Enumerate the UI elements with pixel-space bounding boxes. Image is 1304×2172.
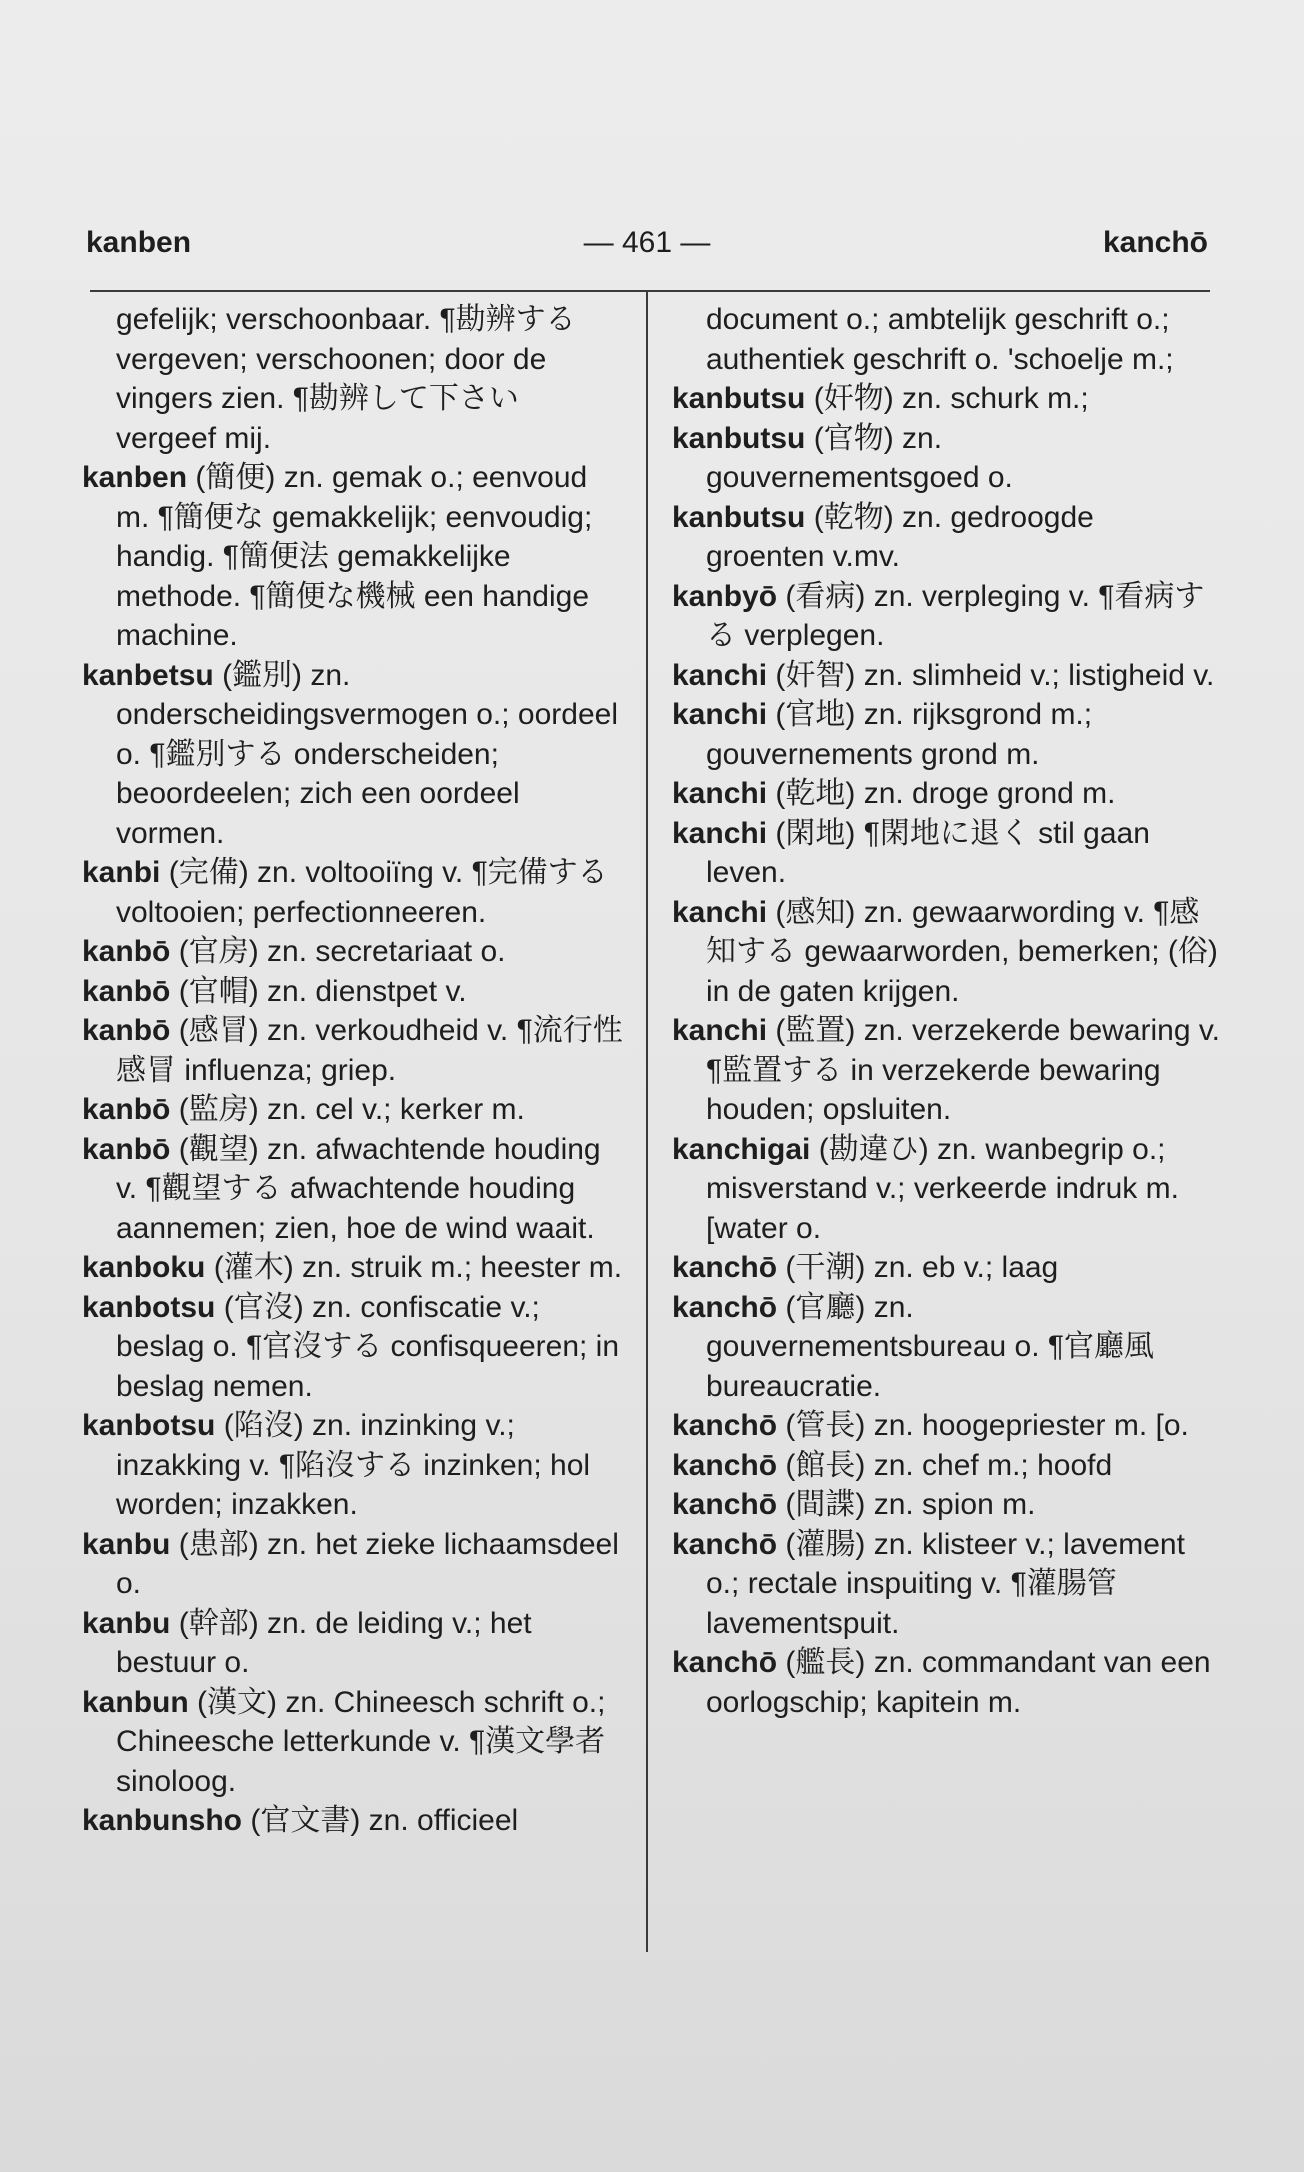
entry-headword: kanbutsu (672, 500, 806, 534)
entry-definition: (官房) zn. secretariaat o. (178, 935, 506, 968)
header-right-guide-word: kanchō (1102, 226, 1208, 259)
entry-definition: (奸物) zn. schurk m.; (813, 382, 1089, 415)
entry-headword: kanchi (672, 895, 768, 929)
entry-definition: (監置) zn. verzekerde bewaring v. ¶監置する in verzekerde bewaring houden; opsluiten. (706, 1014, 1220, 1126)
entry-headword: kanchō (672, 1290, 778, 1324)
entry-definition: (鑑別) zn. onderscheidingsvermogen o.; oordeel o. ¶鑑別する onderscheiden; beoordeelen; zich een oordeel vormen. (116, 658, 618, 850)
entry-definition: (感知) zn. gewaarwording v. ¶感知する gewaarworden, bemerken; (俗) in de gaten krijgen. (706, 895, 1218, 1008)
dictionary-entry (82, 1248, 627, 1288)
entry-headword: kanbō (82, 974, 171, 1008)
dictionary-entry (672, 814, 1220, 893)
entry-definition: gefelijk; verschoonbaar. ¶勘辨する vergeven; verschoonen; door de vingers zien. ¶勘辨して下さい vergeef mij. (116, 303, 576, 455)
dictionary-entry (82, 1130, 627, 1249)
entry-definition: (官地) zn. rijksgrond m.; gouvernements grond m. (706, 698, 1093, 771)
entry-definition: (感冒) zn. verkoudheid v. ¶流行性感冒 influenza; griep. (116, 1014, 623, 1087)
entry-headword: kanbō (82, 1014, 171, 1047)
entry-headword: kanchi (672, 777, 768, 810)
entry-definition: (看病) zn. verpleging v. ¶看病する verplegen. (706, 579, 1205, 652)
dictionary-entry (672, 1130, 1220, 1249)
entry-definition: (監房) zn. cel v.; kerker m. (178, 1093, 525, 1126)
dictionary-entry (82, 458, 627, 656)
dictionary-entry (672, 1446, 1220, 1486)
entry-headword: kanchi (672, 816, 768, 850)
dictionary-entry (672, 1248, 1220, 1288)
entry-definition: (乾地) zn. droge grond m. (775, 777, 1116, 810)
dictionary-entry (82, 1406, 627, 1525)
entry-definition: (乾物) zn. gedroogde groenten v.mv. (706, 500, 1094, 573)
entry-definition: (幹部) zn. de leiding v.; het bestuur o. (116, 1606, 532, 1679)
entry-definition: (艦長) zn. commandant van een oorlogschip; kapitein m. (706, 1646, 1211, 1719)
entry-headword: kanbun (82, 1685, 189, 1719)
entry-definition: (勘違ひ) zn. wanbegrip o.; misverstand v.; verkeerde indruk m. [water o. (706, 1132, 1179, 1245)
entry-definition: (官沒) zn. confiscatie v.; beslag o. ¶官沒する confisqueeren; in beslag nemen. (116, 1290, 620, 1403)
entry-definition: (間諜) zn. spion m. (785, 1488, 1036, 1521)
page-header (86, 226, 1208, 266)
dictionary-entry (672, 1288, 1220, 1407)
entry-headword: kanchi (672, 698, 768, 731)
column-divider (646, 292, 648, 1952)
entry-headword: kanchi (672, 1014, 768, 1047)
dictionary-entry (82, 1801, 627, 1841)
entry-headword: kanchō (672, 1251, 778, 1284)
dictionary-entry (82, 1683, 627, 1802)
entry-definition: (干潮) zn. eb v.; laag (785, 1251, 1059, 1284)
entry-headword: kanbu (82, 1606, 171, 1640)
entry-headword: kanchigai (672, 1132, 811, 1166)
dictionary-entry (82, 656, 627, 854)
entry-headword: kanbetsu (82, 658, 214, 692)
entry-definition: (灌木) zn. struik m.; heester m. (213, 1251, 623, 1284)
dictionary-entry (672, 656, 1220, 696)
entry-headword: kanbotsu (82, 1409, 216, 1442)
dictionary-entry (672, 1406, 1220, 1446)
entry-headword: kanbō (82, 1132, 171, 1166)
right-column (672, 300, 1220, 1722)
entry-headword: kanbutsu (672, 421, 806, 455)
entry-headword: kanbutsu (672, 382, 806, 415)
dictionary-entry (82, 972, 627, 1012)
entry-definition: (官帽) zn. dienstpet v. (178, 974, 467, 1008)
dictionary-entry (672, 498, 1220, 577)
dictionary-entry (82, 853, 627, 932)
page-number: — 461 — (583, 226, 711, 259)
entry-headword: kanbyō (672, 579, 778, 613)
entry-definition: (陷沒) zn. inzinking v.; inzakking v. ¶陷沒する inzinken; hol worden; inzakken. (116, 1409, 591, 1521)
dictionary-entry (82, 1525, 627, 1604)
entry-headword: kanben (82, 461, 188, 494)
entry-headword: kanbi (82, 856, 161, 889)
entry-definition: (灌腸) zn. klisteer v.; lavement o.; rectale inspuiting v. ¶灌腸管 lavementspuit. (706, 1527, 1185, 1640)
entry-definition: (完備) zn. voltooiïng v. ¶完備する voltooien; perfectionneeren. (116, 856, 608, 929)
entry-headword: kanbō (82, 935, 171, 968)
entry-headword: kanbō (82, 1093, 171, 1126)
entry-definition: (簡便) zn. gemak o.; eenvoud m. ¶簡便な gemakkelijk; eenvoudig; handig. ¶簡便法 gemakkelijke methode. ¶簡便な機械 een handige machine. (116, 461, 593, 652)
dictionary-entry (672, 577, 1220, 656)
entry-headword: kanchō (672, 1488, 778, 1521)
entry-headword: kanchō (672, 1448, 778, 1482)
dictionary-entry (82, 300, 627, 458)
entry-definition: (患部) zn. het zieke lichaamsdeel o. (116, 1527, 619, 1600)
entry-definition: (閑地) ¶閑地に退く stil gaan leven. (706, 816, 1150, 889)
dictionary-entry (672, 379, 1220, 419)
entry-headword: kanbotsu (82, 1290, 216, 1324)
entry-definition: document o.; ambtelijk geschrift o.; authentiek geschrift o. 'schoelje m.; (706, 303, 1174, 376)
dictionary-entry (672, 695, 1220, 774)
dictionary-entry (672, 1525, 1220, 1644)
entry-headword: kanchō (672, 1646, 778, 1679)
entry-headword: kanbu (82, 1527, 171, 1561)
entry-definition: (觀望) zn. afwachtende houding v. ¶觀望する afwachtende houding aannemen; zien, hoe de wind waait. (116, 1132, 601, 1245)
dictionary-entry (672, 893, 1220, 1012)
dictionary-entry (672, 774, 1220, 814)
entry-headword: kanchō (672, 1409, 778, 1442)
entry-definition: (奸智) zn. slimheid v.; listigheid v. (775, 658, 1215, 692)
entry-definition: (官文書) zn. officieel (250, 1804, 519, 1837)
entry-headword: kanchi (672, 658, 768, 692)
dictionary-entry (672, 300, 1220, 379)
dictionary-entry (82, 1011, 627, 1090)
entry-definition: (漢文) zn. Chineesch schrift o.; Chineesche letterkunde v. ¶漢文學者 sinoloog. (116, 1685, 606, 1798)
entry-definition: (館長) zn. chef m.; hoofd (785, 1448, 1113, 1482)
entry-headword: kanchō (672, 1527, 778, 1561)
entry-definition: (管長) zn. hoogepriester m. [o. (785, 1409, 1189, 1442)
dictionary-entry (82, 1288, 627, 1407)
dictionary-entry (82, 1090, 627, 1130)
dictionary-entry (672, 1011, 1220, 1130)
dictionary-entry (82, 932, 627, 972)
left-column (82, 300, 627, 1841)
entry-headword: kanboku (82, 1251, 206, 1284)
dictionary-entry (672, 419, 1220, 498)
entry-definition: (官物) zn. gouvernementsgoed o. (706, 421, 1013, 494)
dictionary-entry (672, 1643, 1220, 1722)
dictionary-entry (82, 1604, 627, 1683)
entry-headword: kanbunsho (82, 1804, 243, 1837)
header-rule (90, 290, 1210, 292)
dictionary-entry (672, 1485, 1220, 1525)
entry-definition: (官廳) zn. gouvernementsbureau o. ¶官廳風 bureaucratie. (706, 1290, 1155, 1403)
header-left-guide-word: kanben (86, 226, 192, 259)
